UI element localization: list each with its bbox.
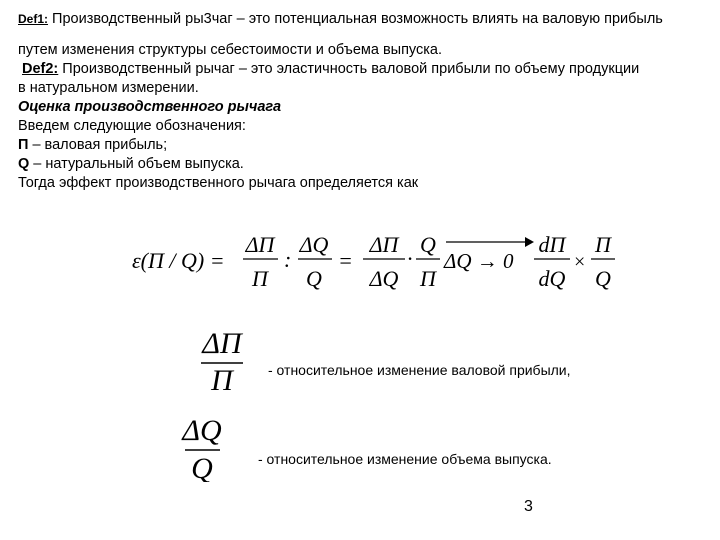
notation-text: – валовая прибыль; bbox=[28, 137, 168, 153]
def2-label: Def2: bbox=[22, 61, 59, 77]
notation-symbol: П bbox=[18, 137, 29, 153]
def2-continuation: в натуральном измерении. bbox=[18, 80, 199, 96]
section-heading: Оценка производственного рычага bbox=[18, 99, 282, 115]
page-number: 3 bbox=[524, 498, 533, 515]
limit-arrowhead bbox=[525, 237, 534, 247]
fraction-6-denominator: Q bbox=[595, 266, 611, 291]
fraction-1-numerator: ΔП bbox=[245, 232, 275, 257]
notation-profit bbox=[18, 136, 167, 154]
side-fraction-1-denominator: П bbox=[211, 364, 233, 393]
notation-volume bbox=[18, 155, 244, 173]
fraction-3-numerator: ΔП bbox=[369, 232, 399, 257]
def1-text: Производственный ры3чаг – это потенциальная возможность влиять на валовую прибыль bbox=[48, 11, 663, 27]
relative-volume-fraction bbox=[180, 410, 240, 482]
fraction-6-numerator: П bbox=[595, 232, 611, 257]
def1-label: Def1: bbox=[18, 12, 49, 26]
formula-lhs: ε(П / Q) = bbox=[132, 248, 225, 273]
fraction-5-denominator: dQ bbox=[538, 266, 566, 291]
fraction-4-denominator: П bbox=[420, 266, 436, 291]
intro-text: Введем следующие обозначения: bbox=[18, 118, 246, 134]
relative-profit-fraction bbox=[195, 323, 265, 393]
leverage-formula bbox=[0, 222, 720, 302]
def1-line bbox=[18, 10, 663, 28]
fraction-5-numerator: dП bbox=[538, 232, 566, 257]
fraction-4-numerator: Q bbox=[420, 232, 436, 257]
def2-line bbox=[22, 60, 639, 78]
relative-volume-description: - относительное изменение объема выпуска. bbox=[258, 451, 552, 467]
effect-text: Тогда эффект производственного рычага определяется как bbox=[18, 175, 419, 191]
limit-condition: ΔQ → 0 bbox=[444, 249, 514, 273]
relative-profit-description: - относительное изменение валовой прибыли, bbox=[268, 362, 571, 378]
formula-equals: = bbox=[338, 248, 353, 273]
side-fraction-2-denominator: Q bbox=[191, 452, 213, 482]
notation-symbol: Q bbox=[18, 156, 30, 172]
notation-text: – натуральный объем выпуска. bbox=[29, 156, 244, 172]
side-fraction-1-numerator: ΔП bbox=[202, 327, 242, 360]
formula-times: × bbox=[574, 251, 586, 273]
def2-text: Производственный рычаг – это эластичность валовой прибыли по объему продукции bbox=[58, 61, 640, 77]
formula-colon: : bbox=[284, 247, 292, 272]
fraction-2-numerator: ΔQ bbox=[299, 232, 329, 257]
fraction-3-denominator: ΔQ bbox=[369, 266, 399, 291]
fraction-2-denominator: Q bbox=[306, 266, 322, 291]
def1-continuation: путем изменения структуры себестоимости и объема выпуска. bbox=[18, 42, 443, 58]
formula-dot: · bbox=[407, 246, 413, 271]
side-fraction-2-numerator: ΔQ bbox=[182, 414, 222, 447]
fraction-1-denominator: П bbox=[252, 266, 268, 291]
